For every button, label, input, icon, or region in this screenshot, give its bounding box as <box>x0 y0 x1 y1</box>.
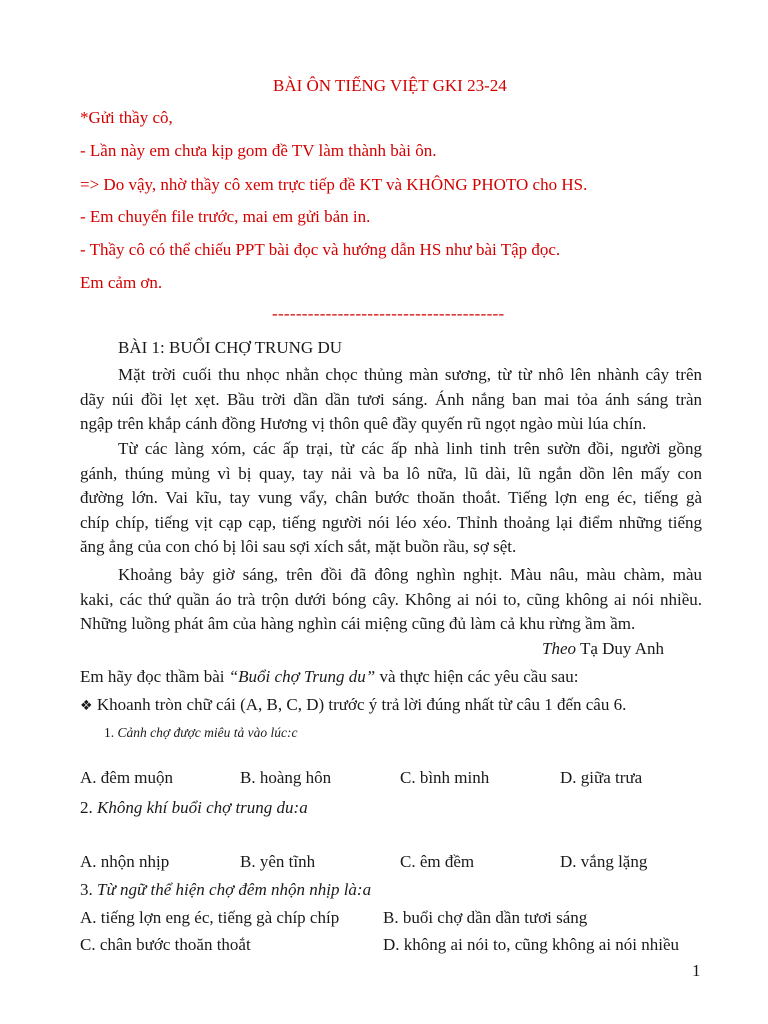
question-text: Từ ngữ thể hiện chợ đêm nhộn nhịp là:a <box>97 880 372 899</box>
question-text: Không khí buổi chợ trung du:a <box>97 798 308 817</box>
question-number: 2. <box>80 798 93 817</box>
note-line: - Lần này em chưa kịp gom đề TV làm thành bài ôn. <box>80 141 437 160</box>
note-line: => Do vậy, nhờ thầy cô xem trực tiếp đề KT và KHÔNG PHOTO cho HS. <box>80 175 588 194</box>
document-title: BÀI ÔN TIẾNG VIỆT GKI 23-24 <box>273 76 507 95</box>
lesson-title: BÀI 1: BUỔI CHỢ TRUNG DU <box>118 338 342 357</box>
answer-option[interactable]: D. vắng lặng <box>560 852 648 871</box>
note-line: *Gửi thầy cô, <box>80 108 173 127</box>
answer-option[interactable]: A. nhộn nhịp <box>80 852 170 871</box>
answer-option[interactable]: C. chân bước thoăn thoắt <box>80 935 251 954</box>
paragraph-line: ngập trên khắp cánh đồng Hương vị thôn quê đầy quyến rũ ngọt ngào mùi lúa chín. <box>80 414 647 434</box>
paragraph-line: Từ các làng xóm, các ấp trại, từ các ấp nhà linh tinh trên sườn đồi, người gồng <box>118 439 702 458</box>
answer-option[interactable]: C. êm đềm <box>400 852 475 871</box>
paragraph-line: Mặt trời cuối thu nhọc nhằn chọc thủng màn sương, từ từ nhô lên nhành cây trên <box>118 365 702 384</box>
answer-option[interactable]: A. tiếng lợn eng éc, tiếng gà chíp chíp <box>80 908 340 927</box>
note-line: - Thầy cô có thể chiếu PPT bài đọc và hướng dẫn HS như bài Tập đọc. <box>80 240 561 259</box>
answer-option[interactable]: D. không ai nói to, cũng không ai nói nhiều <box>383 935 680 954</box>
instruction-text: Em hãy đọc thầm bài <box>80 667 229 686</box>
paragraph-line: gánh, thúng mủng vì bị quay, tay nải và ba lô nữa, lũ dài, lũ ngắn dồn lên mấy con <box>80 463 702 483</box>
page-number: 1 <box>692 961 701 980</box>
paragraph-line: đường lớn. Vai kĩu, tay vung vẩy, chân bước thoăn thoắt. Tiếng lợn eng éc, tiếng gà <box>80 488 702 508</box>
bullet-instruction <box>80 694 626 717</box>
question-3 <box>80 879 371 901</box>
note-line: - Em chuyển file trước, mai em gửi bản in. <box>80 207 371 226</box>
answer-option[interactable]: B. buổi chợ dần dần tươi sáng <box>383 908 588 927</box>
diamond-bullet-icon: ❖ <box>80 698 93 714</box>
answer-option[interactable]: A. đêm muộn <box>80 768 174 787</box>
paragraph-line: Những luồng phát âm của hàng nghìn cái miệng cũng đủ làm cả khu rừng ầm ầm. <box>80 614 636 634</box>
note-line: Em cảm ơn. <box>80 273 163 292</box>
answer-option[interactable]: B. yên tĩnh <box>240 852 316 871</box>
paragraph-line: ăng ẳng của con chó bị lôi sau sợi xích sắt, mặt buồn rầu, sợ sệt. <box>80 537 517 557</box>
reading-paragraph <box>80 437 702 560</box>
paragraph-line: kaki, các thứ quần áo trà trộn dưới bóng cây. Không ai nói to, cũng không ai nói nhiều. <box>80 589 702 609</box>
answer-option[interactable]: C. bình minh <box>400 768 490 787</box>
question-number: 3. <box>80 880 93 899</box>
paragraph-line: chíp chíp, tiếng vịt cạp cạp, tiếng người nói léo xéo. Thỉnh thoảng lại điểm những tiếng <box>80 512 702 532</box>
bullet-text: Khoanh tròn chữ cái (A, B, C, D) trước ý trả lời đúng nhất từ câu 1 đến câu 6. <box>96 695 627 714</box>
instruction-title: “Buổi chợ Trung du” <box>228 667 376 686</box>
paragraph-line: Khoảng bảy giờ sáng, trên đồi đã đông nghìn nghịt. Màu nâu, màu chàm, màu <box>118 565 702 584</box>
instruction-text-end: và thực hiện các yêu cầu sau: <box>375 667 579 686</box>
instruction <box>80 666 578 688</box>
question-2 <box>80 797 308 819</box>
question-1 <box>104 722 297 744</box>
reading-paragraph <box>80 363 702 437</box>
paragraph-line: dãy núi đồi lẹt xẹt. Bầu trời dần dần tươi sáng. Ánh nắng ban mai tỏa ánh sáng tràn <box>80 389 702 409</box>
author-credit <box>542 638 664 660</box>
separator: --------------------------------------- <box>272 304 505 323</box>
author-prefix: Theo <box>542 639 576 658</box>
question-text: Cảnh chợ được miêu tả vào lúc:c <box>117 725 298 740</box>
answer-option[interactable]: B. hoàng hôn <box>240 768 332 787</box>
reading-paragraph <box>80 563 702 637</box>
question-number: 1. <box>104 725 115 740</box>
author-name: Tạ Duy Anh <box>579 639 664 658</box>
answer-option[interactable]: D. giữa trưa <box>560 768 643 787</box>
